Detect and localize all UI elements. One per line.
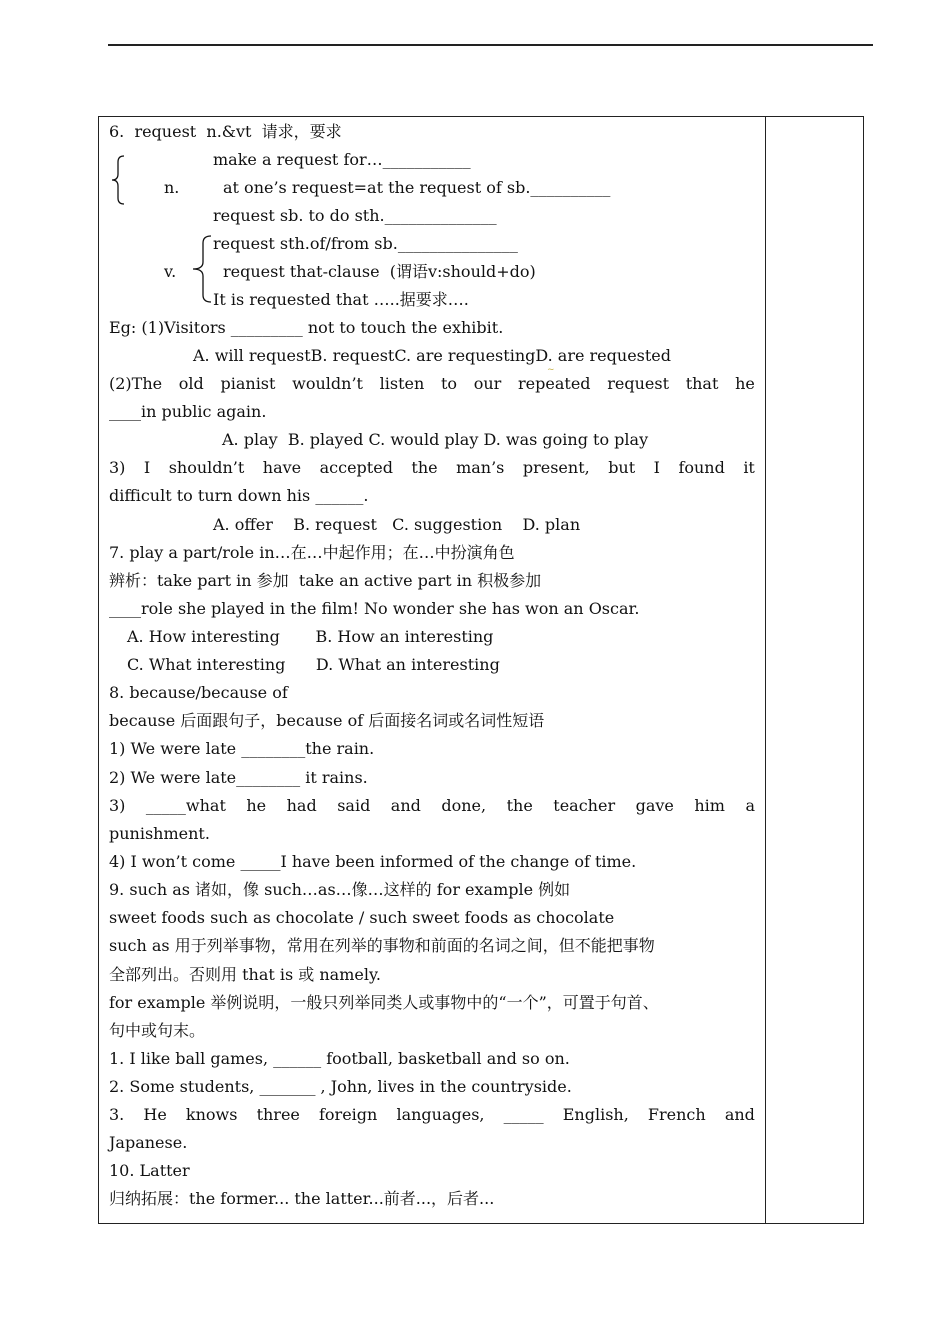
notes-column-divider — [765, 116, 766, 1224]
question-3-options: A. offer B. request C. suggestion D. plan — [213, 515, 581, 534]
item-9-note-1: such as 用于列举事物，常用在列举的事物和前面的名词之间，但不能把事物 — [109, 936, 655, 955]
item-9-example: sweet foods such as chocolate / such sweet foods as chocolate — [109, 908, 615, 927]
item-9-q2: 2. Some students, _______ , John, lives in the countryside. — [109, 1077, 572, 1096]
annotation-mark: ~ — [547, 365, 555, 375]
question-3-cont: difficult to turn down his ______. — [109, 486, 369, 505]
item-7-note: 辨析：take part in 参加 take an active part in 积极参加 — [109, 571, 542, 590]
item-8-note: because 后面跟句子，because of 后面接名词或名词性短语 — [109, 711, 545, 730]
item-8-q4: 4) I won’t come _____I have been informed of the change of time. — [109, 852, 637, 871]
item-8-q3: 3) _____what he had said and done, the teacher gave him a — [109, 796, 755, 815]
item-7-question: ____role she played in the film! No wonder she has won an Oscar. — [109, 599, 640, 618]
item-9-note-4: 句中或句末。 — [109, 1021, 206, 1040]
noun-phrase-2: at one’s request=at the request of sb.__________ — [223, 178, 611, 197]
noun-brace — [109, 154, 127, 206]
verb-phrase-4: It is requested that …..据要求…. — [213, 290, 469, 309]
item-9-heading: 9. such as 诸如，像 such…as…像…这样的 for example 例如 — [109, 880, 571, 899]
question-2-cont: ____in public again. — [109, 402, 267, 421]
item-9-q3: 3. He knows three foreign languages, _____ English, French and — [109, 1105, 755, 1124]
item-8-q2: 2) We were late________ it rains. — [109, 768, 368, 787]
item-7-options-cd: C. What interesting D. What an interesting — [127, 655, 500, 674]
item-9-q3-cont: Japanese. — [109, 1133, 188, 1152]
question-3: 3) I shouldn’t have accepted the man’s present, but I found it — [109, 458, 755, 477]
item-8-heading: 8. because/because of — [109, 683, 288, 702]
item-8-q3-cont: punishment. — [109, 824, 210, 843]
question-2: (2)The old pianist wouldn’t listen to our repeated request that he — [109, 374, 755, 393]
header-rule — [108, 44, 873, 46]
item-8-q1: 1) We were late ________the rain. — [109, 739, 375, 758]
question-1: Eg: (1)Visitors _________ not to touch the exhibit. — [109, 318, 504, 337]
verb-brace — [189, 234, 213, 304]
verb-label: v. — [164, 262, 177, 281]
item-9-note-3: for example 举例说明，一般只列举同类人或事物中的“一个”，可置于句首、 — [109, 993, 659, 1012]
item-9-note-2: 全部列出。否则用 that is 或 namely. — [109, 965, 381, 984]
item-7-heading: 7. play a part/role in…在…中起作用；在…中扮演角色 — [109, 543, 515, 562]
item-10-heading: 10. Latter — [109, 1161, 190, 1180]
noun-phrase-1: make a request for…___________ — [213, 150, 471, 169]
question-2-options: A. play B. played C. would play D. was going to play — [222, 430, 649, 449]
noun-label: n. — [164, 178, 180, 197]
item-6-heading: 6. request n.&vt 请求，要求 — [109, 122, 342, 141]
item-9-q1: 1. I like ball games, ______ football, basketball and so on. — [109, 1049, 570, 1068]
verb-phrase-1: request sb. to do sth.______________ — [213, 206, 497, 225]
verb-phrase-2: request sth.of/from sb._______________ — [213, 234, 518, 253]
question-1-options: A. will requestB. requestC. are requestingD. are requested — [193, 346, 672, 365]
verb-phrase-3: request that-clause (谓语v:should+do) — [223, 262, 536, 281]
item-7-options-ab: A. How interesting B. How an interesting — [127, 627, 494, 646]
item-10-note: 归纳拓展：the former... the latter...前者...，后者... — [109, 1189, 495, 1208]
